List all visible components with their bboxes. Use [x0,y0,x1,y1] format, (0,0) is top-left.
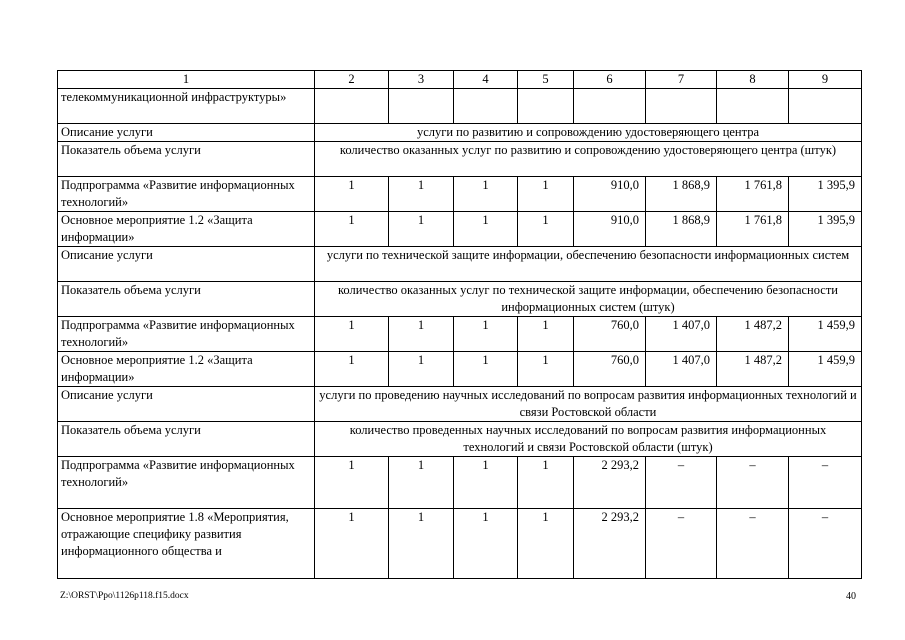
table-cell: – [789,509,862,579]
table-cell: 2 293,2 [574,509,646,579]
table-cell [454,89,518,124]
service-description: количество оказанных услуг по развитию и сопровождению удостоверяющего центра (штук) [315,142,862,177]
service-description: количество проведенных научных исследований по вопросам развития информационных технологий и связи Ростовской области (штук) [315,422,862,457]
table-cell: 1 [518,457,574,509]
table-cell: 1 [389,509,454,579]
table-row [58,124,862,142]
table-row [58,282,862,317]
column-header: 3 [389,71,454,89]
row-label: Основное мероприятие 1.2 «Защита информации» [58,212,315,247]
table-cell [315,89,389,124]
table-cell: 1 [454,317,518,352]
table-cell: 1 [518,177,574,212]
table-cell: – [646,509,717,579]
table-cell: 1 761,8 [717,212,789,247]
service-description: количество оказанных услуг по технической защите информации, обеспечению безопасности информационных систем (штук) [315,282,862,317]
column-header: 6 [574,71,646,89]
row-label: Подпрограмма «Развитие информационных технологий» [58,457,315,509]
page-number: 40 [846,591,856,602]
row-label: Описание услуги [58,247,315,282]
table-cell: 1 [389,212,454,247]
table-cell: 2 293,2 [574,457,646,509]
table-cell: 1 [315,317,389,352]
table-cell: 1 [315,509,389,579]
row-label: Основное мероприятие 1.2 «Защита информации» [58,352,315,387]
row-label: Основное мероприятие 1.8 «Мероприятия, отражающие специфику развития информационного общества и [58,509,315,579]
row-label: Подпрограмма «Развитие информационных технологий» [58,317,315,352]
table-cell: 1 [389,352,454,387]
table-cell: 760,0 [574,317,646,352]
table-cell: 1 761,8 [717,177,789,212]
row-label: Описание услуги [58,124,315,142]
table-cell: 1 [518,212,574,247]
table-cell: 910,0 [574,212,646,247]
column-header: 9 [789,71,862,89]
service-description: услуги по развитию и сопровождению удостоверяющего центра [315,124,862,142]
table-cell [789,89,862,124]
table-cell: 1 487,2 [717,352,789,387]
table-cell: – [717,457,789,509]
table-cell: 1 [389,457,454,509]
table-cell: – [717,509,789,579]
table-cell [518,89,574,124]
table-cell: 760,0 [574,352,646,387]
table-cell: 1 [315,212,389,247]
table-cell [389,89,454,124]
table-row [58,387,862,422]
column-header: 1 [58,71,315,89]
service-description: услуги по проведению научных исследований по вопросам развития информационных технологий и связи Ростовской области [315,387,862,422]
row-label: телекоммуникационной инфраструктуры» [58,89,315,124]
table-cell: 1 868,9 [646,212,717,247]
table-cell: 1 [454,509,518,579]
table-row [58,212,862,247]
table-cell: 1 [315,352,389,387]
table-row [58,422,862,457]
row-label: Показатель объема услуги [58,422,315,457]
table-row [58,177,862,212]
table-cell: – [789,457,862,509]
table-cell: 910,0 [574,177,646,212]
table-cell: 1 487,2 [717,317,789,352]
table-cell: 1 [454,177,518,212]
table-cell: 1 407,0 [646,352,717,387]
table-row [58,509,862,579]
table-cell: 1 [389,177,454,212]
table-cell: 1 [454,352,518,387]
row-label: Подпрограмма «Развитие информационных технологий» [58,177,315,212]
document-table [57,70,862,579]
table-row [58,247,862,282]
service-description: услуги по технической защите информации, обеспечению безопасности информационных систем [315,247,862,282]
table-cell: 1 [389,317,454,352]
column-header: 7 [646,71,717,89]
table-cell: 1 459,9 [789,352,862,387]
footer-file-path: Z:\ORST\Ppo\1126p118.f15.docx [60,591,189,601]
table-cell: 1 395,9 [789,177,862,212]
table-cell [574,89,646,124]
table-row [58,142,862,177]
table-cell: 1 [315,457,389,509]
table-cell: 1 [518,352,574,387]
table-row [58,352,862,387]
table-row [58,457,862,509]
table-cell: 1 407,0 [646,317,717,352]
column-header: 5 [518,71,574,89]
table-cell: 1 459,9 [789,317,862,352]
table-cell [646,89,717,124]
row-label: Показатель объема услуги [58,142,315,177]
column-header: 2 [315,71,389,89]
table-cell [717,89,789,124]
row-label: Показатель объема услуги [58,282,315,317]
table-cell: 1 [518,509,574,579]
column-header: 8 [717,71,789,89]
table-cell: 1 [454,212,518,247]
table-cell: 1 [315,177,389,212]
table-row [58,317,862,352]
table-cell: 1 868,9 [646,177,717,212]
row-label: Описание услуги [58,387,315,422]
column-header: 4 [454,71,518,89]
table-row [58,89,862,124]
table-header-row [58,71,862,89]
table-cell: 1 [454,457,518,509]
table-cell: – [646,457,717,509]
table-cell: 1 395,9 [789,212,862,247]
table-cell: 1 [518,317,574,352]
